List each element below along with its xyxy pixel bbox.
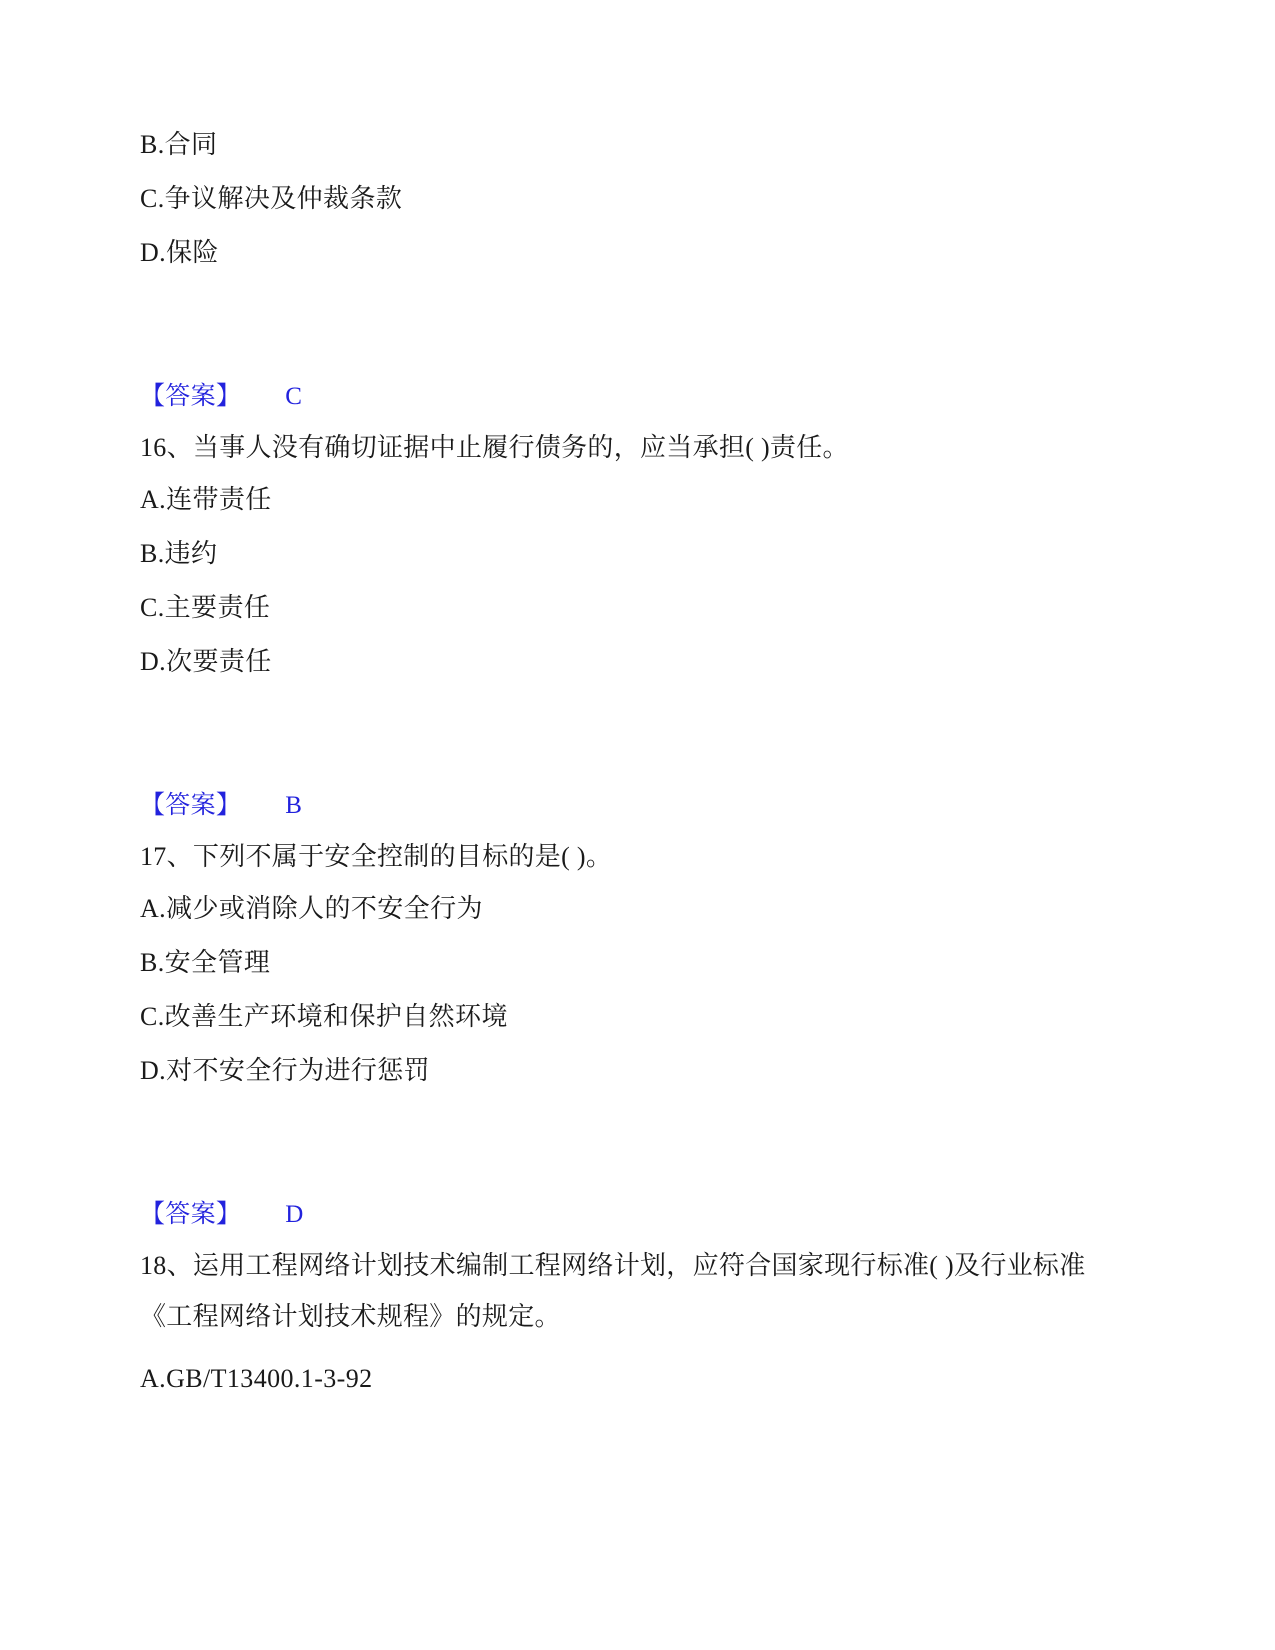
top-spacer xyxy=(140,0,1135,118)
option-item: B.安全管理 xyxy=(140,948,271,977)
answer-spacer xyxy=(140,1098,1135,1190)
answer-spacer xyxy=(140,689,1135,781)
question-text: 16、当事人没有确切证据中止履行债务的，应当承担( )责任。 xyxy=(140,433,849,462)
option-item: B.违约 xyxy=(140,539,218,568)
answer-spacer xyxy=(140,280,1135,372)
answer-row xyxy=(140,1190,1135,1240)
option-item: C.争议解决及仲裁条款 xyxy=(140,184,403,213)
answer-label: 【答案】 xyxy=(140,1201,242,1228)
option-item: D.次要责任 xyxy=(140,647,272,676)
option-item: C.改善生产环境和保护自然环境 xyxy=(140,1002,508,1031)
question-block xyxy=(140,1240,1135,1406)
options-group xyxy=(140,118,1135,280)
question-text: 17、下列不属于安全控制的目标的是( )。 xyxy=(140,842,613,871)
answer-value: D xyxy=(285,1201,304,1228)
answer-label: 【答案】 xyxy=(140,383,242,410)
answer-value: B xyxy=(285,792,303,819)
option-item: A.GB/T13400.1-3-92 xyxy=(140,1364,373,1393)
option-item: D.保险 xyxy=(140,238,219,267)
answer-row xyxy=(140,781,1135,831)
answer-row xyxy=(140,372,1135,422)
question-text: 18、运用工程网络计划技术编制工程网络计划，应符合国家现行标准( )及行业标准《工程网络计划技术规程》的规定。 xyxy=(140,1251,1086,1331)
question-block xyxy=(140,422,1135,689)
question-block xyxy=(140,831,1135,1098)
option-item: B.合同 xyxy=(140,130,218,159)
option-item: A.连带责任 xyxy=(140,485,272,514)
option-item: A.减少或消除人的不安全行为 xyxy=(140,894,483,923)
answer-value: C xyxy=(285,383,303,410)
answer-label: 【答案】 xyxy=(140,792,242,819)
option-item: D.对不安全行为进行惩罚 xyxy=(140,1056,431,1085)
option-item: C.主要责任 xyxy=(140,593,271,622)
